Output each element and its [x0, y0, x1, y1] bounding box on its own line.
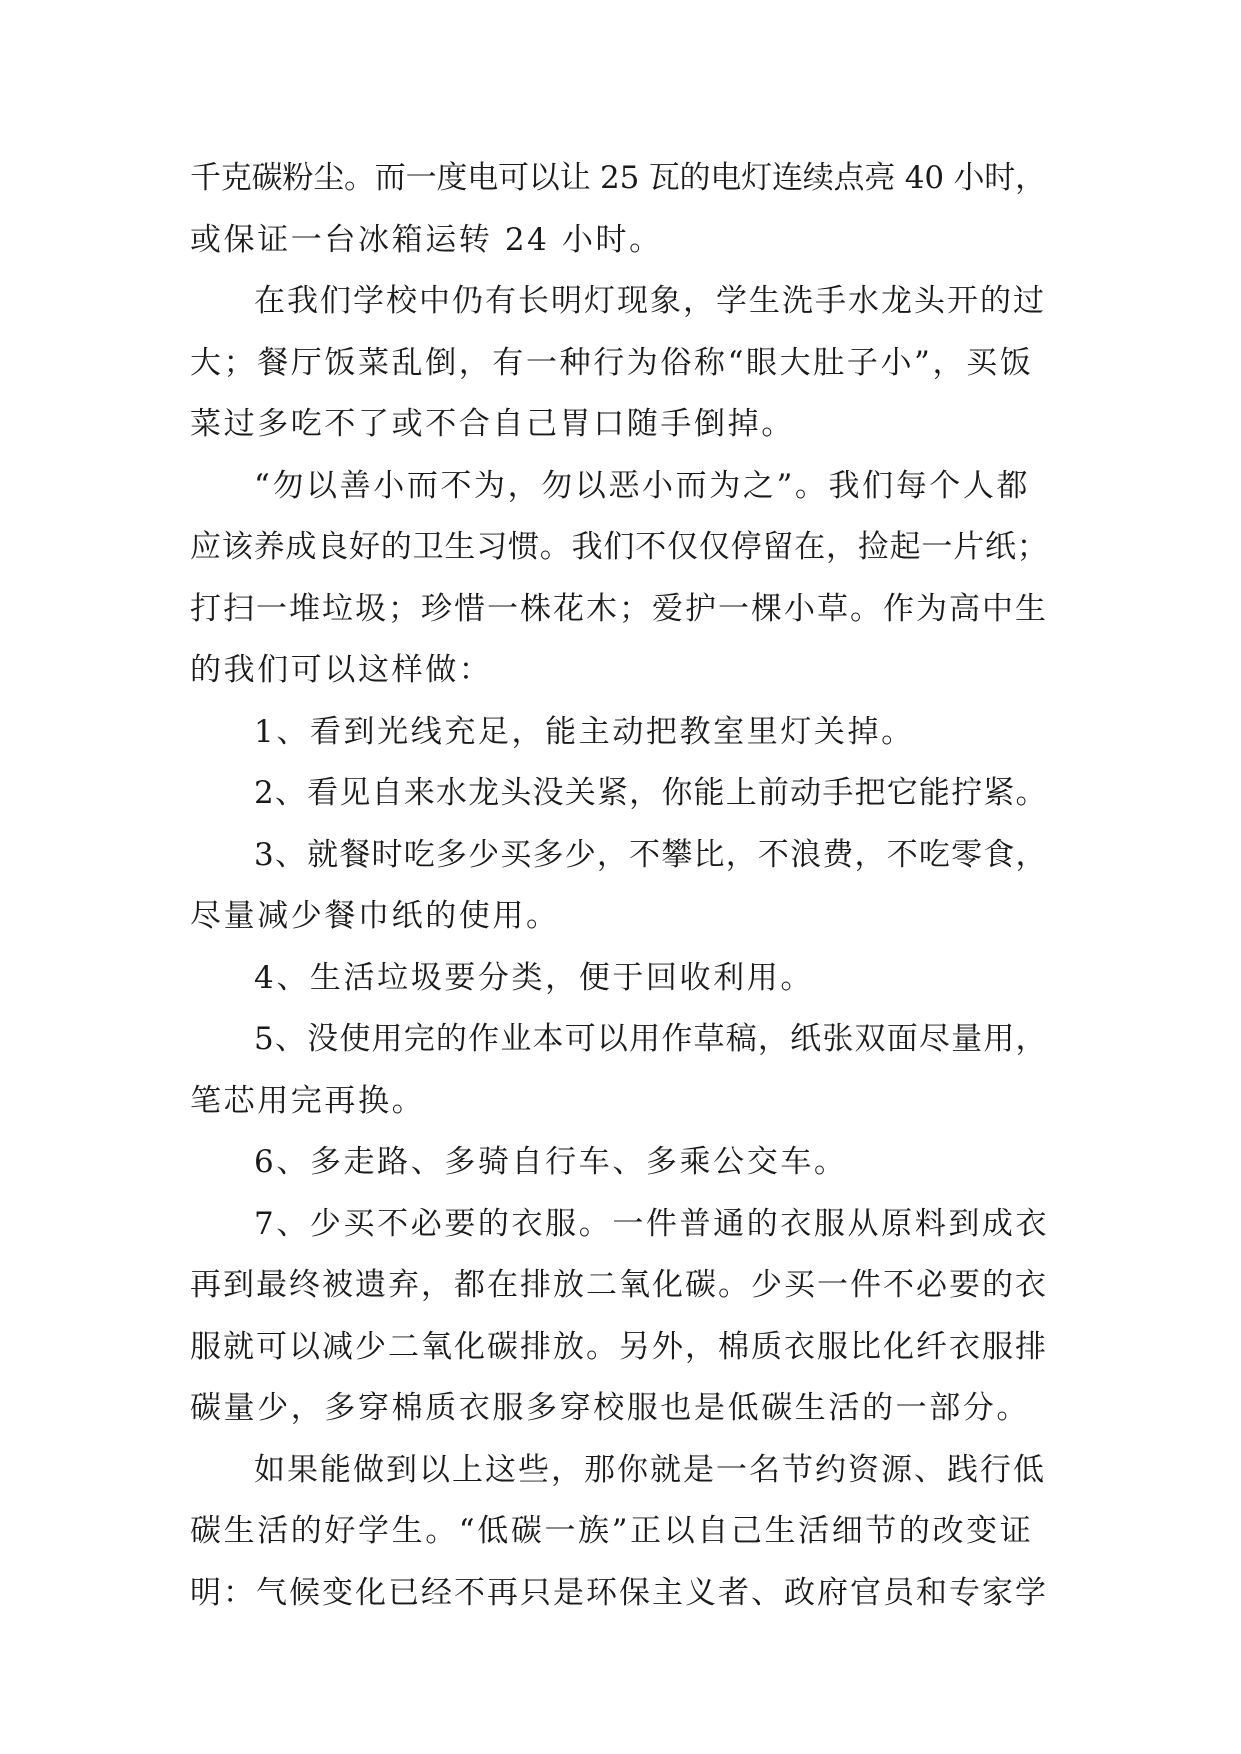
text-line: 尽量减少餐巾纸的使用。	[190, 898, 560, 934]
text-line: 千克碳粉尘。而一度电可以让 25 瓦的电灯连续点亮 40 小时，	[190, 160, 1046, 196]
text-line: 6、多走路、多骑自行车、多乘公交车。	[254, 1144, 848, 1180]
text-line: 菜过多吃不了或不合自己胃口随手倒掉。	[190, 406, 795, 442]
text-line: 7、少买不必要的衣服。一件普通的衣服从原料到成衣	[254, 1205, 1050, 1242]
text-line: 3、就餐时吃多少买多少，不攀比，不浪费，不吃零食，	[254, 836, 1048, 873]
text-line: 笔芯用完再换。	[190, 1082, 426, 1119]
text-line: 碳量少，多穿棉质衣服多穿校服也是低碳生活的一部分。	[190, 1390, 1030, 1426]
text-line: 4、生活垃圾要分类，便于回收利用。	[254, 959, 814, 996]
document-body	[190, 148, 1050, 1624]
text-line: 打扫一堆垃圾；珍惜一株花木；爱护一棵小草。作为高中生	[190, 590, 1048, 627]
text-line: “勿以善小而不为，勿以恶小而为之”。我们每个人都	[254, 467, 1031, 504]
text-line: 如果能做到以上这些，那你就是一名节约资源、践行低	[254, 1451, 1046, 1488]
text-line: 在我们学校中仍有长明灯现象，学生洗手水龙头开的过	[254, 283, 1046, 319]
text-line: 的我们可以这样做：	[190, 652, 493, 688]
text-line: 碳生活的好学生。“低碳一族”正以自己生活细节的改变证	[190, 1513, 1034, 1549]
text-line: 明：气候变化已经不再只是环保主义者、政府官员和专家学	[190, 1574, 1048, 1611]
text-line: 2、看见自来水龙头没关紧，你能上前动手把它能拧紧。	[254, 775, 1048, 811]
text-line: 5、没使用完的作业本可以用作草稿，纸张双面尽量用，	[254, 1021, 1048, 1057]
text-line: 服就可以减少二氧化碳排放。另外，棉质衣服比化纤衣服排	[190, 1328, 1048, 1365]
text-line: 大；餐厅饭菜乱倒，有一种行为俗称“眼大肚子小”，买饭	[190, 344, 1034, 381]
text-line: 再到最终被遗弃，都在排放二氧化碳。少买一件不必要的衣	[190, 1267, 1048, 1303]
text-line: 或保证一台冰箱运转 24 小时。	[190, 221, 663, 258]
text-line: 1、看到光线充足，能主动把教室里灯关掉。	[254, 713, 915, 750]
text-line: 应该养成良好的卫生习惯。我们不仅仅停留在，捡起一片纸；	[190, 529, 1049, 565]
